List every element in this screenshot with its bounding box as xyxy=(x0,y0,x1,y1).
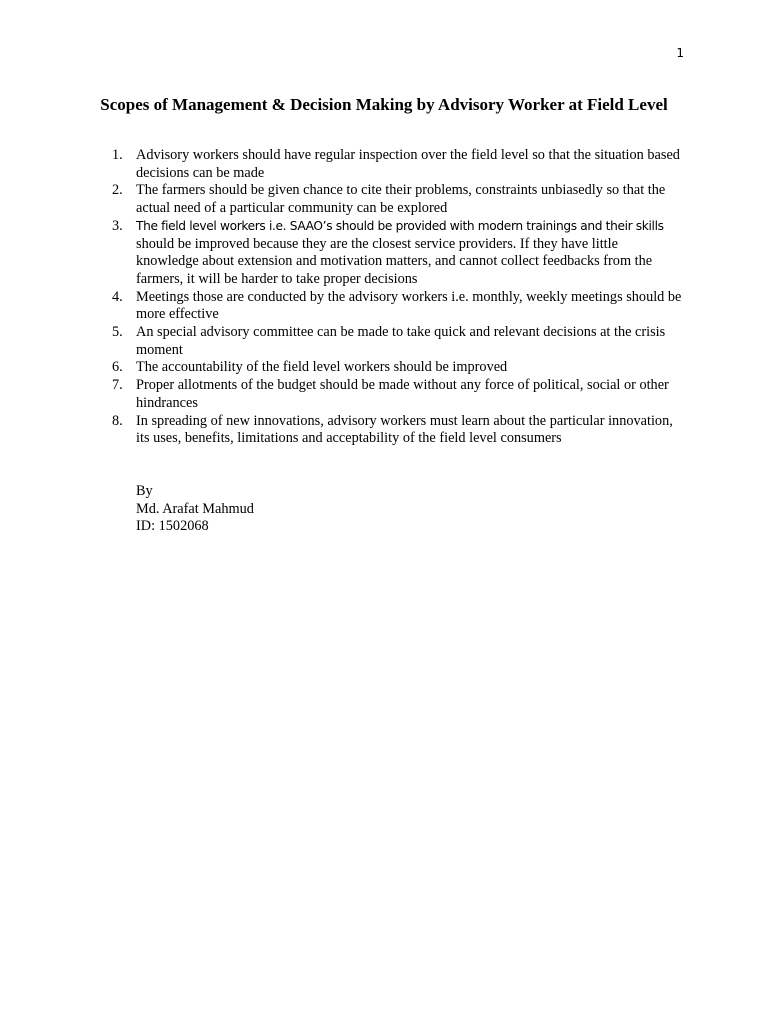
list-item-number: 1. xyxy=(112,147,123,163)
list-item-text: Proper allotments of the budget should be made without any force of political, social or other hindrances xyxy=(136,377,669,411)
list-item-number: 8. xyxy=(112,412,123,429)
list-item-text: should be improved because they are the closest service providers. If they have little knowledge about extension and motivation matters, and cannot collect feedbacks from the farmers, it will be harder to take proper decisions xyxy=(136,235,653,287)
list-item-number: 4. xyxy=(112,288,123,305)
list-item-text: An special advisory committee can be made to take quick and relevant decisions at the crisis moment xyxy=(136,324,666,358)
page-number: 1 xyxy=(676,46,684,60)
document-title: Scopes of Management & Decision Making by Advisory Worker at Field Level xyxy=(100,95,668,114)
list-item-text: The accountability of the field level workers should be improved xyxy=(136,359,508,376)
list-item-text: In spreading of new innovations, advisory workers must learn about the particular innovation, its uses, benefits, limitations and acceptability of the field level consumers xyxy=(136,412,673,447)
list-item-number: 6. xyxy=(112,359,123,376)
signature-block xyxy=(136,483,254,536)
list-item-text: Meetings those are conducted by the advisory workers i.e. monthly, weekly meetings should be more effective xyxy=(136,288,682,323)
list-item xyxy=(96,377,682,412)
list-item-number: 2. xyxy=(112,182,123,199)
author-name: Md. Arafat Mahmud xyxy=(136,500,254,517)
list-item-number: 5. xyxy=(112,324,123,341)
list-item xyxy=(96,359,682,377)
list-item xyxy=(96,218,682,289)
list-item xyxy=(96,413,682,448)
list-item xyxy=(96,289,682,324)
list-item xyxy=(96,324,682,359)
list-item-text-lead: The field level workers i.e. SAAO’s should be provided with modern trainings and their skills xyxy=(136,218,664,233)
list-item-text: The farmers should be given chance to cite their problems, constraints unbiasedly so that the actual need of a particular community can be explored xyxy=(136,182,666,217)
list-item-text: Advisory workers should have regular inspection over the field level so that the situation based decisions can be made xyxy=(136,147,680,181)
author-id: ID: 1502068 xyxy=(136,518,209,535)
numbered-list xyxy=(96,147,682,448)
list-item-number: 3. xyxy=(112,217,123,234)
signature-by: By xyxy=(136,483,153,499)
list-item xyxy=(96,182,682,217)
list-item-number: 7. xyxy=(112,377,123,394)
list-item xyxy=(96,147,682,182)
